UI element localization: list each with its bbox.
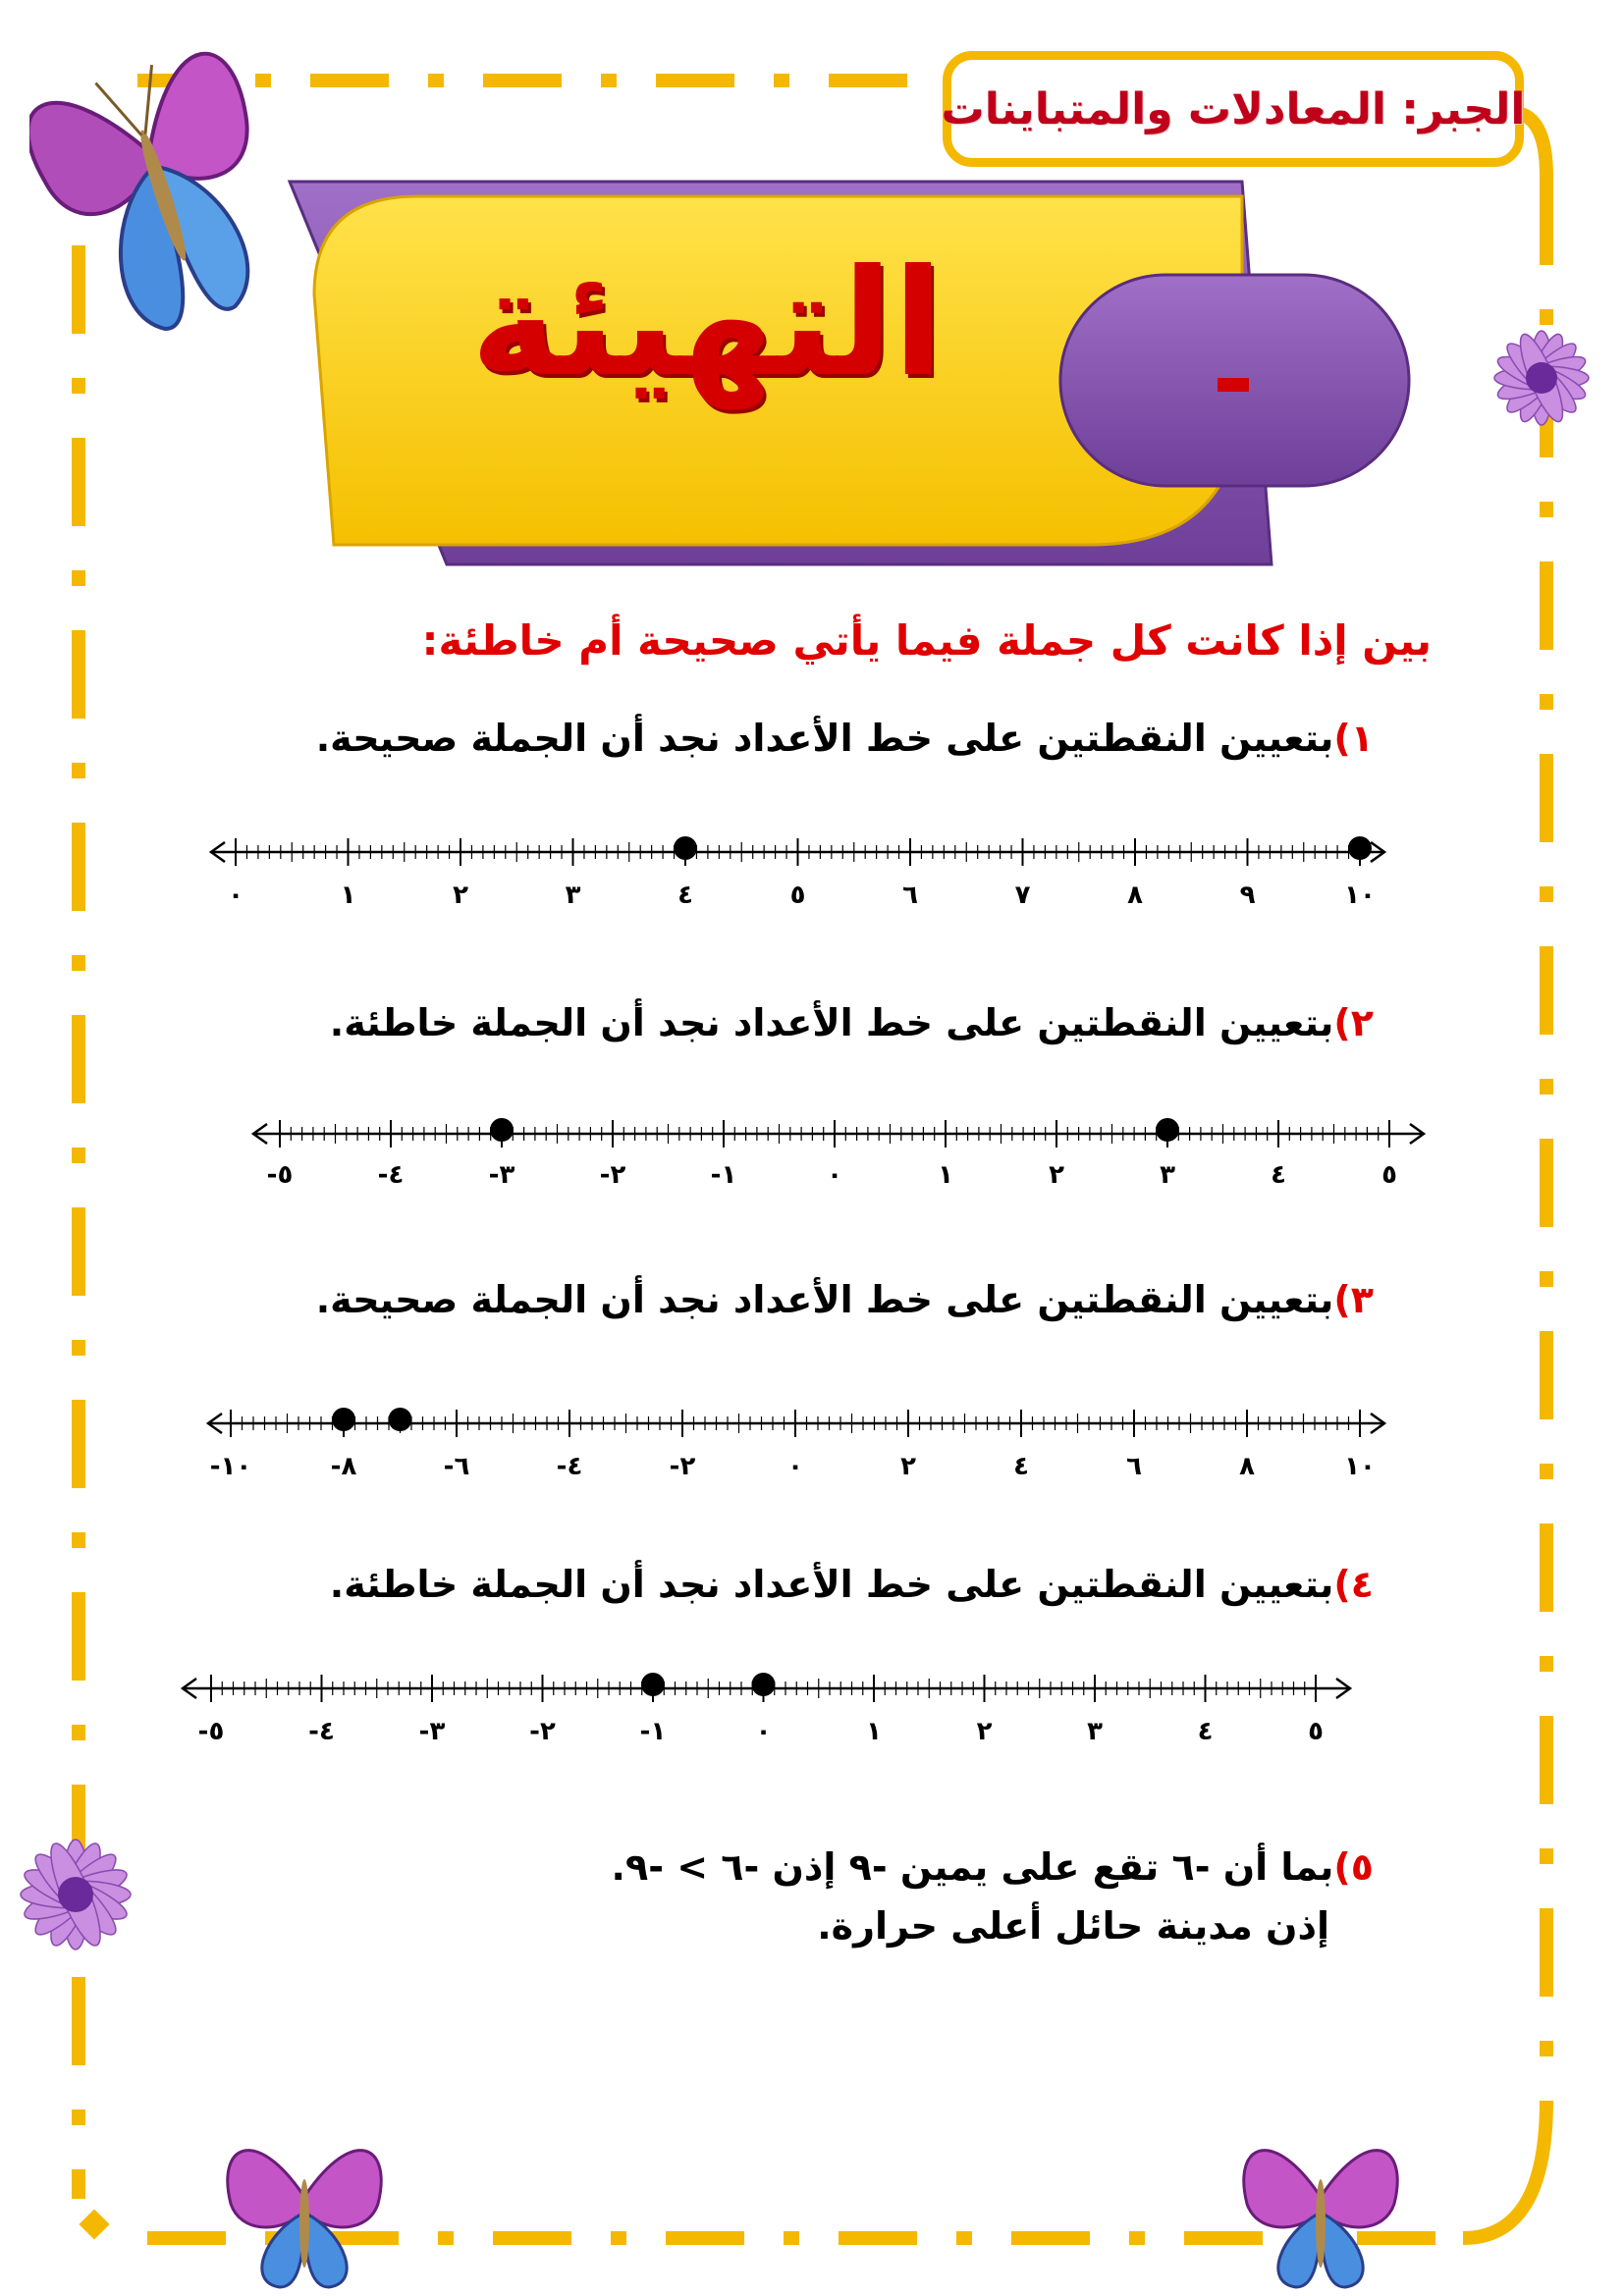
exercise-text: بتعيين النقطتين على خط الأعداد نجد أن الجملة صحيحة. <box>315 717 1334 760</box>
tick-label: ١٠ <box>1344 881 1376 910</box>
plotted-point <box>752 1673 776 1696</box>
tick-label: -١٠ <box>209 1452 252 1481</box>
tick-label: ٢ <box>976 1717 993 1746</box>
tick-label: -٣ <box>488 1160 515 1190</box>
banner-title: التهيئة <box>470 239 944 409</box>
plotted-point <box>389 1408 412 1431</box>
exercise-number: ٥) <box>1333 1845 1374 1889</box>
tick-label: ١٠ <box>1344 1452 1376 1481</box>
tick-label: ٨ <box>1127 881 1143 910</box>
tick-label: ١ <box>938 1160 953 1190</box>
tick-label: ٣ <box>1087 1717 1103 1746</box>
tick-label: ٢ <box>1049 1160 1064 1190</box>
number-line-1 <box>211 836 1384 910</box>
tick-label: -٥ <box>197 1717 225 1746</box>
exercise-5-line-2: إذن مدينة حائل أعلى حرارة. <box>817 1904 1329 1948</box>
exercise-number: ٣) <box>1333 1278 1374 1321</box>
tick-label: ٧ <box>1014 881 1031 910</box>
tick-label: ٢ <box>453 881 468 910</box>
exercise-text: بتعيين النقطتين على خط الأعداد نجد أن الجملة خاطئة. <box>329 1001 1334 1044</box>
tick-label: ٩ <box>1239 881 1256 910</box>
tick-label: ٠ <box>787 1452 803 1481</box>
tick-label: -٤ <box>308 1717 335 1746</box>
plotted-point <box>1348 836 1372 860</box>
tick-label: ٠ <box>228 881 244 910</box>
plotted-point <box>674 836 697 860</box>
tick-label: -٤ <box>377 1160 405 1190</box>
tick-label: ٠ <box>827 1160 842 1190</box>
tick-label: ٨ <box>1239 1452 1255 1481</box>
tick-label: ٢ <box>900 1452 916 1481</box>
chapter-title: الجبر: المعادلات والمتباينات <box>941 83 1526 134</box>
tick-label: ٥ <box>1308 1717 1324 1746</box>
tick-label: ٤ <box>677 881 693 910</box>
tick-label: -١ <box>639 1717 667 1746</box>
exercise-number: ٤) <box>1333 1563 1374 1606</box>
tick-label: ٤ <box>1271 1160 1286 1190</box>
tick-label: ٦ <box>902 881 918 910</box>
plotted-point <box>641 1673 665 1696</box>
plotted-point <box>490 1118 514 1142</box>
tick-label: ١ <box>340 881 356 910</box>
tick-label: ٤ <box>1013 1452 1029 1481</box>
tick-label: ٥ <box>789 881 806 910</box>
tick-label: ٠ <box>755 1717 772 1746</box>
tick-label: -٣ <box>418 1717 446 1746</box>
tick-label: -٨ <box>330 1452 357 1481</box>
tick-label: ٦ <box>1126 1452 1142 1481</box>
plotted-point <box>332 1408 355 1431</box>
tick-label: -٢ <box>529 1717 556 1746</box>
tick-label: ٤ <box>1197 1717 1214 1746</box>
number-line-3 <box>208 1408 1384 1481</box>
number-line-4 <box>183 1673 1350 1746</box>
tick-label: ١ <box>866 1717 882 1746</box>
tick-label: ٣ <box>565 881 581 910</box>
exercise-text: بتعيين النقطتين على خط الأعداد نجد أن الجملة صحيحة. <box>315 1278 1334 1321</box>
plotted-point <box>1156 1118 1179 1142</box>
tick-label: -٦ <box>443 1452 470 1481</box>
instructions-text: بين إذا كانت كل جملة فيما يأتي صحيحة أم خاطئة: <box>421 616 1432 665</box>
exercise-number: ١) <box>1333 717 1374 760</box>
exercise-number: ٢) <box>1333 1001 1374 1044</box>
exercise-text: بتعيين النقطتين على خط الأعداد نجد أن الجملة خاطئة. <box>329 1563 1334 1606</box>
tick-label: -٤ <box>556 1452 583 1481</box>
number-line-2 <box>253 1118 1424 1190</box>
tick-label: -٢ <box>669 1452 696 1481</box>
tick-label: ٣ <box>1160 1160 1175 1190</box>
exercise-text: بما أن -٦ تقع على يمين -٩ إذن -٦ > -٩. <box>611 1845 1334 1889</box>
tick-label: -١ <box>710 1160 737 1190</box>
tick-label: ٥ <box>1381 1160 1397 1190</box>
tick-label: -٢ <box>599 1160 626 1190</box>
tick-label: -٥ <box>266 1160 294 1190</box>
